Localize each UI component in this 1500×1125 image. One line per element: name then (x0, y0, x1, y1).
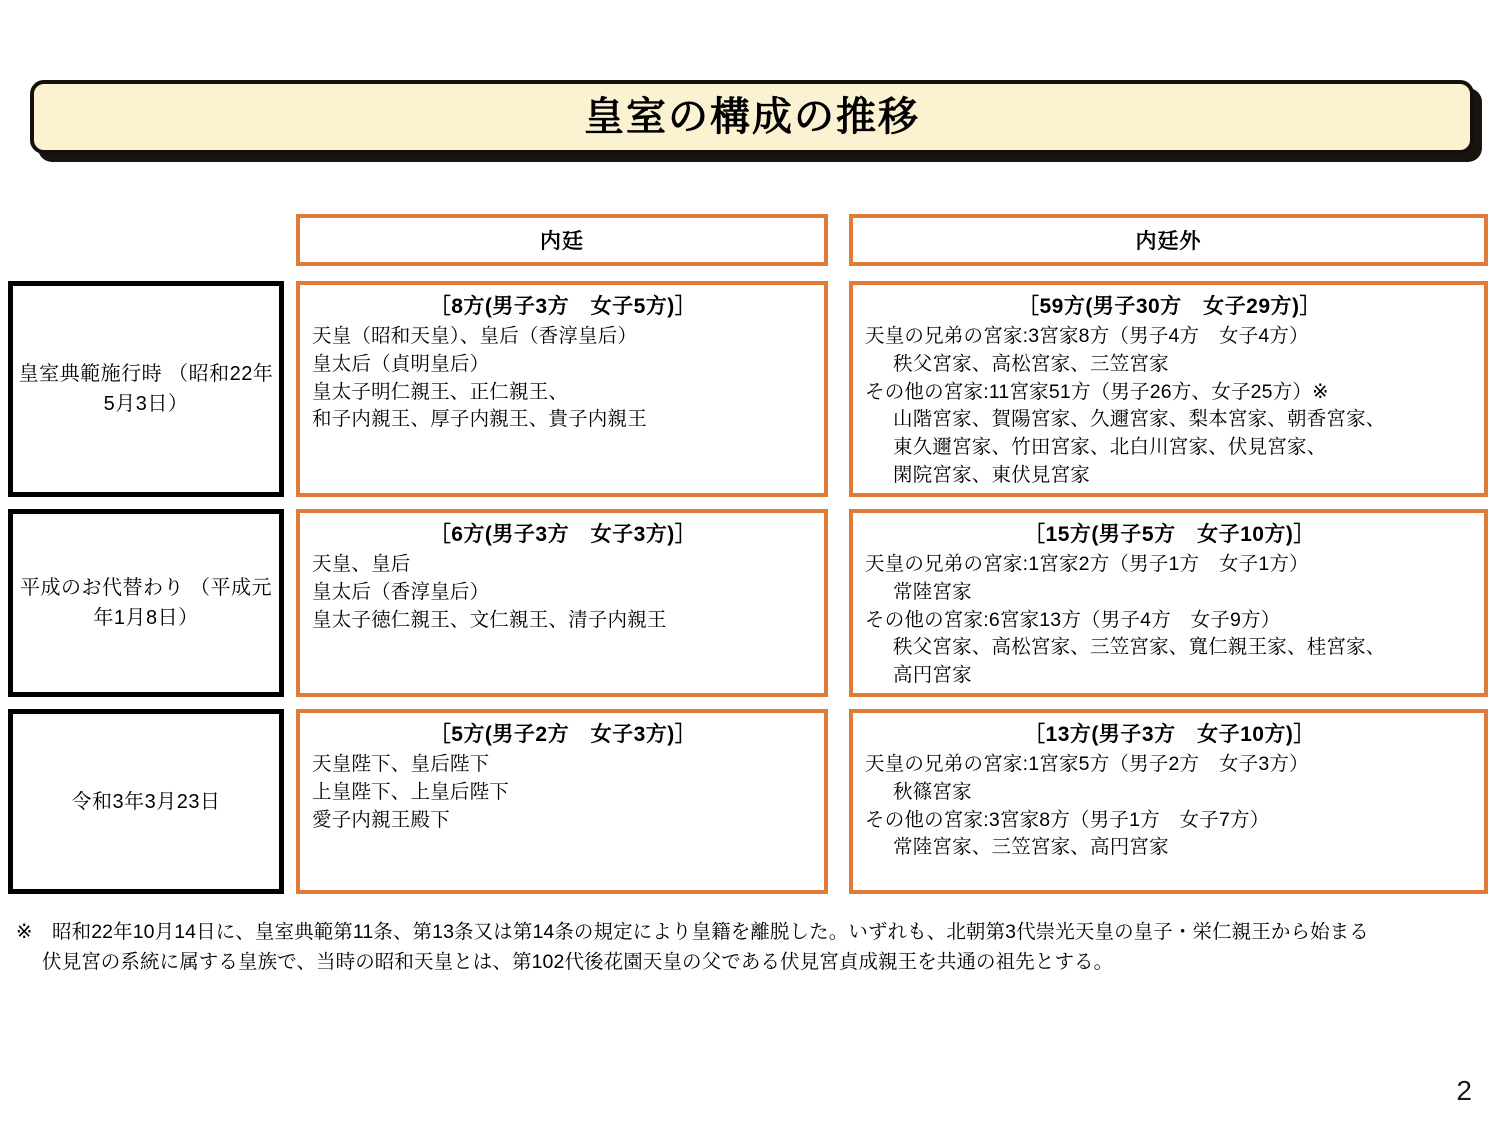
column-header-naiteigai-label: 内廷外 (1135, 230, 1202, 253)
cell-line-3: 常陸宮家、三笠宮家、高円宮家 (893, 836, 1169, 859)
cell-line-2: その他の宮家:11宮家51方（男子26方、女子25方）※ (865, 380, 1329, 403)
cell-row1-naitei-total: ［8方(男子3方 女子5方)］ (429, 295, 697, 318)
cell-line-1: 上皇陛下、上皇后陛下 (312, 780, 510, 803)
cell-line-0: 天皇の兄弟の宮家:1宮家5方（男子2方 女子3方） (865, 753, 1309, 776)
cell-line-3: 和子内親王、厚子内親王、貴子内親王 (312, 408, 647, 431)
cell-row2-naiteigai-total: ［15方(男子5方 女子10方)］ (1024, 523, 1315, 546)
cell-line-0: 天皇（昭和天皇）、皇后（香淳皇后） (312, 325, 638, 348)
cell-line-0: 天皇の兄弟の宮家:3宮家8方（男子4方 女子4方） (865, 325, 1309, 348)
cell-line-1: 皇太后（貞明皇后） (312, 352, 490, 375)
cell-line-3: 秩父宮家、高松宮家、三笠宮家、寬仁親王家、桂宮家、 (893, 636, 1386, 659)
cell-line-2: 皇太子徳仁親王、文仁親王、清子内親王 (312, 608, 667, 631)
cell-row3-naiteigai-total: ［13方(男子3方 女子10方)］ (1024, 723, 1315, 746)
row-label-3-text: 令和3年3月23日 (71, 790, 221, 813)
row-label-2 (8, 509, 284, 697)
title-banner (30, 80, 1474, 154)
cell-line-2: 皇太子明仁親王、正仁親王、 (312, 380, 569, 403)
row-label-3 (8, 709, 284, 894)
cell-line-2: その他の宮家:3宮家8方（男子1方 女子7方） (865, 808, 1270, 831)
cell-row1-naiteigai-total: ［59方(男子30方 女子29方)］ (1017, 295, 1322, 318)
cell-line-3: 山階宮家、賀陽宮家、久邇宮家、梨本宮家、朝香宮家、 (893, 408, 1386, 431)
cell-line-1: 秩父宮家、高松宮家、三笠宮家 (893, 352, 1169, 375)
cell-row2-naitei (296, 509, 828, 697)
cell-line-4: 高円宮家 (893, 664, 972, 687)
cell-row1-naitei (296, 281, 828, 497)
cell-line-5: 閑院宮家、東伏見宮家 (893, 463, 1091, 486)
column-header-naitei (296, 214, 828, 266)
cell-row2-naitei-lines (312, 551, 814, 634)
cell-row2-naiteigai-lines (865, 551, 1474, 689)
footnote-line-0: ※ 昭和22年10月14日に、皇室典範第11条、第13条又は第14条の規定により皇籍を離脱した。いずれも、北朝第3代崇光天皇の皇子・栄仁親王から始まる (16, 921, 1369, 943)
cell-line-1: 常陸宮家 (893, 580, 972, 603)
column-header-naiteigai (849, 214, 1488, 266)
row-label-1 (8, 281, 284, 497)
cell-row3-naiteigai (849, 709, 1488, 894)
row-label-1-text: 皇室典範施行時 （昭和22年5月3日） (18, 363, 274, 415)
cell-line-1: 皇太后（香淳皇后） (312, 580, 490, 603)
cell-row2-naitei-total: ［6方(男子3方 女子3方)］ (429, 523, 697, 546)
column-header-naitei-label: 内廷 (540, 230, 584, 253)
cell-row1-naiteigai-lines (865, 323, 1474, 489)
cell-line-2: その他の宮家:6宮家13方（男子4方 女子9方） (865, 608, 1281, 631)
cell-row3-naiteigai-lines (865, 751, 1474, 862)
cell-row1-naitei-lines (312, 323, 814, 434)
cell-line-0: 天皇陛下、皇后陛下 (312, 753, 490, 776)
cell-line-0: 天皇、皇后 (312, 553, 411, 576)
page-number: 2 (1456, 1075, 1472, 1106)
cell-row1-naiteigai (849, 281, 1488, 497)
cell-row3-naitei (296, 709, 828, 894)
cell-line-2: 愛子内親王殿下 (312, 808, 450, 831)
cell-line-1: 秋篠宮家 (893, 780, 972, 803)
cell-row3-naitei-total: ［5方(男子2方 女子3方)］ (429, 723, 697, 746)
footnote (16, 917, 1486, 977)
footnote-line-1: 伏見宮の系統に属する皇族で、当時の昭和天皇とは、第102代後花園天皇の父である伏見宮貞成親王を共通の祖先とする。 (42, 951, 1114, 974)
page-title: 皇室の構成の推移 (584, 95, 920, 139)
row-label-2-text: 平成のお代替わり （平成元年1月8日） (19, 577, 273, 629)
cell-line-0: 天皇の兄弟の宮家:1宮家2方（男子1方 女子1方） (865, 553, 1309, 576)
cell-row2-naiteigai (849, 509, 1488, 697)
cell-line-4: 東久邇宮家、竹田宮家、北白川宮家、伏見宮家、 (893, 436, 1327, 459)
cell-row3-naitei-lines (312, 751, 814, 834)
